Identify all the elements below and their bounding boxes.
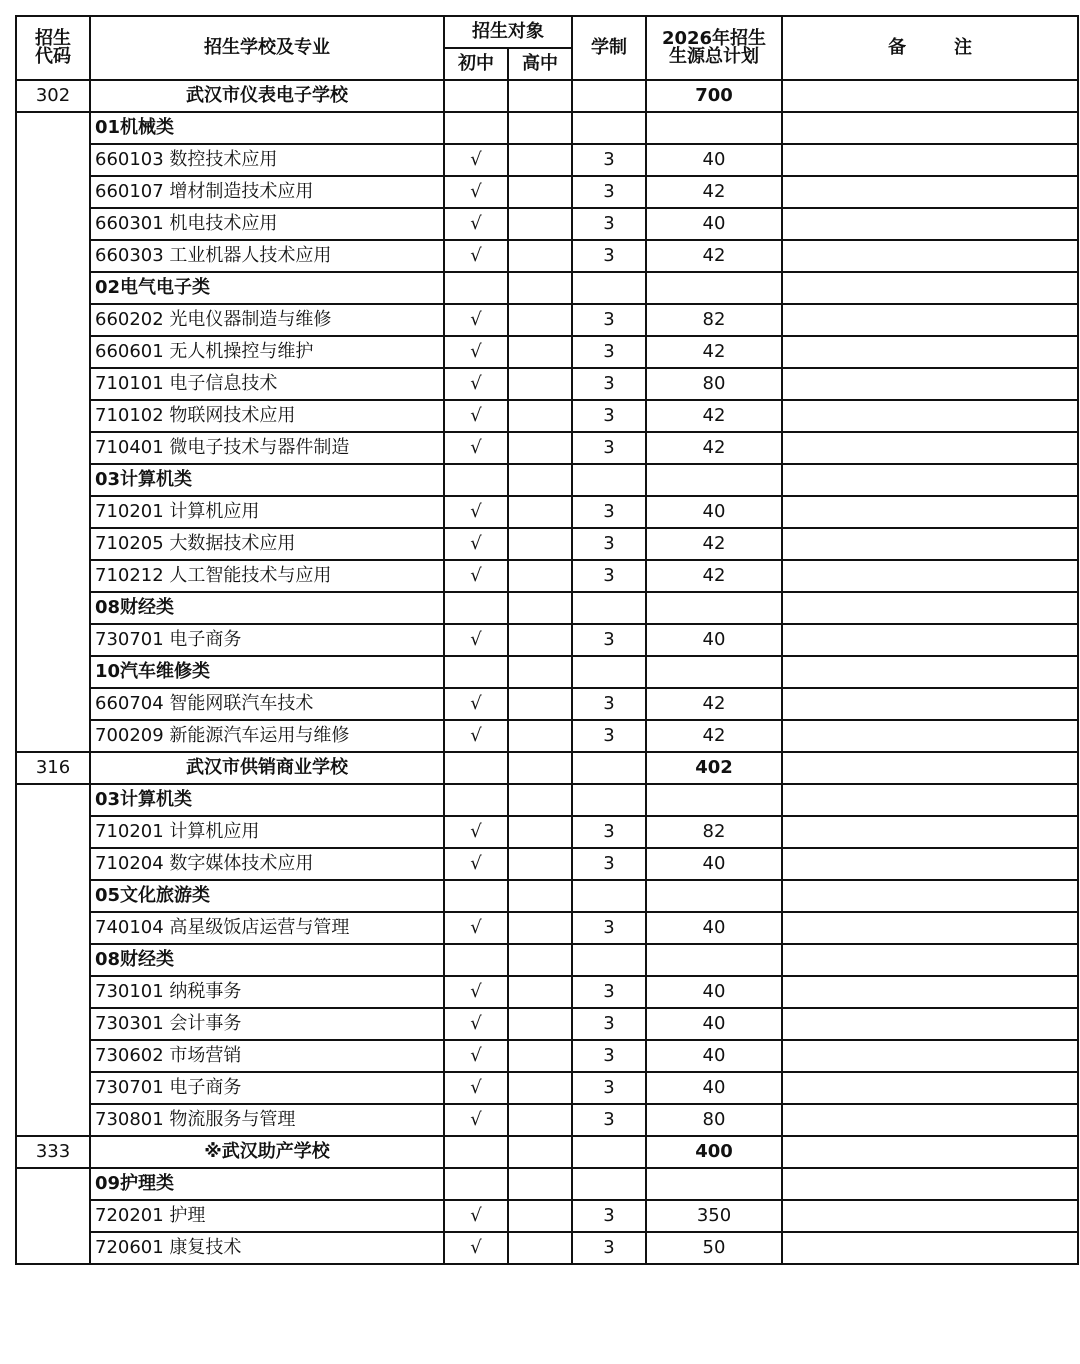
header-plan-line2: 生源总计划: [669, 46, 759, 67]
remark-cell: [782, 688, 1078, 720]
plan-value: 42: [646, 688, 782, 720]
category-row: [16, 944, 1078, 976]
senior-check: [508, 528, 572, 560]
remark-cell: [782, 976, 1078, 1008]
major-label: 660704 智能网联汽车技术: [90, 688, 444, 720]
duration-value: 3: [572, 336, 646, 368]
empty-cell: [444, 752, 508, 784]
remark-cell: [782, 624, 1078, 656]
plan-value: 42: [646, 560, 782, 592]
category-name: 08财经类: [90, 592, 444, 624]
junior-check: √: [444, 144, 508, 176]
duration-value: 3: [572, 1104, 646, 1136]
school-row: [16, 80, 1078, 112]
category-row: [16, 880, 1078, 912]
remark-cell: [782, 1232, 1078, 1264]
junior-check: √: [444, 1232, 508, 1264]
remark-cell: [782, 144, 1078, 176]
plan-value: 40: [646, 1072, 782, 1104]
major-row: [16, 528, 1078, 560]
plan-value: 40: [646, 1008, 782, 1040]
empty-cell: [444, 656, 508, 688]
empty-cell: [508, 1168, 572, 1200]
duration-value: 3: [572, 720, 646, 752]
junior-check: √: [444, 496, 508, 528]
remark-cell: [782, 1104, 1078, 1136]
empty-cell: [646, 880, 782, 912]
header-code: [16, 16, 90, 80]
plan-value: 42: [646, 336, 782, 368]
remark-cell: [782, 912, 1078, 944]
empty-cell: [572, 112, 646, 144]
major-label: 710201 计算机应用: [90, 816, 444, 848]
major-label: 710102 物联网技术应用: [90, 400, 444, 432]
empty-cell: [444, 1136, 508, 1168]
empty-cell: [646, 1168, 782, 1200]
remark-cell: [782, 112, 1078, 144]
remark-cell: [782, 528, 1078, 560]
duration-value: 3: [572, 1200, 646, 1232]
senior-check: [508, 1200, 572, 1232]
senior-check: [508, 336, 572, 368]
remark-cell: [782, 592, 1078, 624]
school-name: 武汉市供销商业学校: [90, 752, 444, 784]
category-name: 03计算机类: [90, 464, 444, 496]
major-label: 730602 市场营销: [90, 1040, 444, 1072]
senior-check: [508, 240, 572, 272]
plan-value: 42: [646, 240, 782, 272]
code-spacer-cell: [16, 112, 90, 752]
major-label: 710204 数字媒体技术应用: [90, 848, 444, 880]
empty-cell: [508, 1136, 572, 1168]
remark-cell: [782, 432, 1078, 464]
remark-cell: [782, 752, 1078, 784]
major-row: [16, 176, 1078, 208]
category-name: 09护理类: [90, 1168, 444, 1200]
empty-cell: [646, 592, 782, 624]
remark-cell: [782, 848, 1078, 880]
plan-value: 40: [646, 496, 782, 528]
senior-check: [508, 912, 572, 944]
major-row: [16, 400, 1078, 432]
empty-cell: [646, 944, 782, 976]
remark-cell: [782, 496, 1078, 528]
empty-cell: [572, 272, 646, 304]
major-label: 660202 光电仪器制造与维修: [90, 304, 444, 336]
empty-cell: [572, 752, 646, 784]
remark-cell: [782, 784, 1078, 816]
junior-check: √: [444, 528, 508, 560]
school-total: 402: [646, 752, 782, 784]
school-row: [16, 752, 1078, 784]
header-code-line2: 代码: [35, 46, 71, 67]
header-target: 招生对象: [444, 16, 572, 48]
major-row: [16, 144, 1078, 176]
code-spacer-cell: [16, 784, 90, 1136]
remark-cell: [782, 176, 1078, 208]
empty-cell: [646, 112, 782, 144]
junior-check: √: [444, 1104, 508, 1136]
major-label: 710212 人工智能技术与应用: [90, 560, 444, 592]
empty-cell: [508, 656, 572, 688]
empty-cell: [508, 592, 572, 624]
senior-check: [508, 1008, 572, 1040]
major-label: 660303 工业机器人技术应用: [90, 240, 444, 272]
senior-check: [508, 368, 572, 400]
header-school-major: 招生学校及专业: [90, 16, 444, 80]
remark-cell: [782, 400, 1078, 432]
senior-check: [508, 144, 572, 176]
empty-cell: [444, 112, 508, 144]
empty-cell: [572, 1168, 646, 1200]
duration-value: 3: [572, 304, 646, 336]
category-name: 02电气电子类: [90, 272, 444, 304]
empty-cell: [508, 752, 572, 784]
header-plan: [646, 16, 782, 80]
junior-check: √: [444, 1200, 508, 1232]
category-name: 08财经类: [90, 944, 444, 976]
major-label: 710101 电子信息技术: [90, 368, 444, 400]
remark-cell: [782, 272, 1078, 304]
major-row: [16, 1200, 1078, 1232]
plan-value: 82: [646, 304, 782, 336]
major-row: [16, 1104, 1078, 1136]
duration-value: 3: [572, 208, 646, 240]
category-row: [16, 784, 1078, 816]
major-label: 730701 电子商务: [90, 624, 444, 656]
header-remarks: [782, 16, 1078, 80]
major-row: [16, 1232, 1078, 1264]
duration-value: 3: [572, 368, 646, 400]
major-row: [16, 848, 1078, 880]
major-row: [16, 1072, 1078, 1104]
duration-value: 3: [572, 688, 646, 720]
duration-value: 3: [572, 432, 646, 464]
senior-check: [508, 496, 572, 528]
empty-cell: [646, 272, 782, 304]
school-total: 700: [646, 80, 782, 112]
remark-cell: [782, 560, 1078, 592]
empty-cell: [444, 80, 508, 112]
school-code: 333: [16, 1136, 90, 1168]
remark-cell: [782, 1168, 1078, 1200]
major-row: [16, 720, 1078, 752]
senior-check: [508, 816, 572, 848]
empty-cell: [646, 464, 782, 496]
remark-cell: [782, 336, 1078, 368]
enrollment-plan-table: [15, 15, 1079, 1265]
senior-check: [508, 400, 572, 432]
senior-check: [508, 720, 572, 752]
junior-check: √: [444, 1072, 508, 1104]
empty-cell: [444, 784, 508, 816]
remark-cell: [782, 1136, 1078, 1168]
header-plan-line1: 2026年招生: [661, 28, 767, 49]
empty-cell: [508, 464, 572, 496]
empty-cell: [572, 784, 646, 816]
major-label: 730101 纳税事务: [90, 976, 444, 1008]
remark-cell: [782, 80, 1078, 112]
junior-check: √: [444, 1040, 508, 1072]
major-label: 730301 会计事务: [90, 1008, 444, 1040]
junior-check: √: [444, 208, 508, 240]
category-row: [16, 656, 1078, 688]
school-name: 武汉市仪表电子学校: [90, 80, 444, 112]
plan-value: 40: [646, 1040, 782, 1072]
plan-value: 42: [646, 528, 782, 560]
senior-check: [508, 208, 572, 240]
major-row: [16, 304, 1078, 336]
senior-check: [508, 688, 572, 720]
junior-check: √: [444, 912, 508, 944]
junior-check: √: [444, 624, 508, 656]
empty-cell: [444, 880, 508, 912]
major-row: [16, 816, 1078, 848]
senior-check: [508, 848, 572, 880]
junior-check: √: [444, 240, 508, 272]
junior-check: √: [444, 560, 508, 592]
duration-value: 3: [572, 1072, 646, 1104]
junior-check: √: [444, 848, 508, 880]
remark-cell: [782, 208, 1078, 240]
major-label: 710205 大数据技术应用: [90, 528, 444, 560]
major-label: 710401 微电子技术与器件制造: [90, 432, 444, 464]
plan-value: 42: [646, 432, 782, 464]
junior-check: √: [444, 336, 508, 368]
header-duration: 学制: [572, 16, 646, 80]
header-row-1: [16, 16, 1078, 48]
major-label: 720201 护理: [90, 1200, 444, 1232]
major-label: 700209 新能源汽车运用与维修: [90, 720, 444, 752]
major-label: 710201 计算机应用: [90, 496, 444, 528]
remark-cell: [782, 1040, 1078, 1072]
empty-cell: [444, 1168, 508, 1200]
major-row: [16, 976, 1078, 1008]
duration-value: 3: [572, 624, 646, 656]
school-total: 400: [646, 1136, 782, 1168]
major-row: [16, 1008, 1078, 1040]
major-label: 660301 机电技术应用: [90, 208, 444, 240]
duration-value: 3: [572, 144, 646, 176]
major-label: 660107 增材制造技术应用: [90, 176, 444, 208]
duration-value: 3: [572, 1232, 646, 1264]
duration-value: 3: [572, 976, 646, 1008]
category-name: 10汽车维修类: [90, 656, 444, 688]
plan-value: 82: [646, 816, 782, 848]
empty-cell: [572, 656, 646, 688]
major-row: [16, 688, 1078, 720]
header-senior: 高中: [508, 48, 572, 80]
category-row: [16, 272, 1078, 304]
empty-cell: [572, 1136, 646, 1168]
school-name: ※武汉助产学校: [90, 1136, 444, 1168]
empty-cell: [508, 80, 572, 112]
empty-cell: [508, 944, 572, 976]
remark-cell: [782, 816, 1078, 848]
major-label: 730801 物流服务与管理: [90, 1104, 444, 1136]
empty-cell: [508, 880, 572, 912]
empty-cell: [444, 464, 508, 496]
senior-check: [508, 1104, 572, 1136]
junior-check: √: [444, 816, 508, 848]
remark-cell: [782, 1008, 1078, 1040]
category-name: 05文化旅游类: [90, 880, 444, 912]
plan-value: 40: [646, 848, 782, 880]
remark-cell: [782, 944, 1078, 976]
empty-cell: [646, 656, 782, 688]
major-label: 660103 数控技术应用: [90, 144, 444, 176]
junior-check: √: [444, 976, 508, 1008]
senior-check: [508, 624, 572, 656]
senior-check: [508, 976, 572, 1008]
major-label: 660601 无人机操控与维护: [90, 336, 444, 368]
remark-cell: [782, 656, 1078, 688]
major-row: [16, 208, 1078, 240]
category-row: [16, 112, 1078, 144]
header-junior: 初中: [444, 48, 508, 80]
plan-value: 40: [646, 144, 782, 176]
duration-value: 3: [572, 816, 646, 848]
duration-value: 3: [572, 496, 646, 528]
school-code: 316: [16, 752, 90, 784]
plan-value: 42: [646, 720, 782, 752]
major-row: [16, 1040, 1078, 1072]
plan-value: 40: [646, 976, 782, 1008]
major-row: [16, 624, 1078, 656]
major-row: [16, 336, 1078, 368]
plan-value: 350: [646, 1200, 782, 1232]
duration-value: 3: [572, 560, 646, 592]
duration-value: 3: [572, 912, 646, 944]
remark-cell: [782, 304, 1078, 336]
major-row: [16, 368, 1078, 400]
remark-cell: [782, 1200, 1078, 1232]
senior-check: [508, 560, 572, 592]
major-label: 740104 高星级饭店运营与管理: [90, 912, 444, 944]
junior-check: √: [444, 720, 508, 752]
senior-check: [508, 432, 572, 464]
plan-value: 42: [646, 400, 782, 432]
empty-cell: [444, 272, 508, 304]
major-row: [16, 432, 1078, 464]
junior-check: √: [444, 1008, 508, 1040]
major-row: [16, 240, 1078, 272]
empty-cell: [508, 272, 572, 304]
remark-cell: [782, 464, 1078, 496]
senior-check: [508, 1040, 572, 1072]
empty-cell: [444, 592, 508, 624]
plan-value: 50: [646, 1232, 782, 1264]
plan-value: 40: [646, 208, 782, 240]
remark-cell: [782, 1072, 1078, 1104]
junior-check: √: [444, 304, 508, 336]
empty-cell: [444, 944, 508, 976]
remark-cell: [782, 240, 1078, 272]
empty-cell: [572, 464, 646, 496]
category-name: 03计算机类: [90, 784, 444, 816]
header-remarks-text: 备注: [888, 37, 1020, 58]
major-row: [16, 496, 1078, 528]
plan-value: 80: [646, 1104, 782, 1136]
empty-cell: [508, 112, 572, 144]
duration-value: 3: [572, 1040, 646, 1072]
header-code-line1: 招生: [35, 28, 71, 49]
duration-value: 3: [572, 176, 646, 208]
empty-cell: [646, 784, 782, 816]
junior-check: √: [444, 688, 508, 720]
plan-value: 80: [646, 368, 782, 400]
senior-check: [508, 1072, 572, 1104]
junior-check: √: [444, 432, 508, 464]
plan-value: 40: [646, 912, 782, 944]
category-row: [16, 592, 1078, 624]
empty-cell: [572, 944, 646, 976]
category-name: 01机械类: [90, 112, 444, 144]
senior-check: [508, 1232, 572, 1264]
remark-cell: [782, 880, 1078, 912]
major-row: [16, 560, 1078, 592]
empty-cell: [572, 592, 646, 624]
junior-check: √: [444, 400, 508, 432]
duration-value: 3: [572, 240, 646, 272]
code-spacer-cell: [16, 1168, 90, 1264]
empty-cell: [508, 784, 572, 816]
major-label: 730701 电子商务: [90, 1072, 444, 1104]
category-row: [16, 464, 1078, 496]
empty-cell: [572, 80, 646, 112]
major-row: [16, 912, 1078, 944]
school-row: [16, 1136, 1078, 1168]
remark-cell: [782, 720, 1078, 752]
duration-value: 3: [572, 848, 646, 880]
school-code: 302: [16, 80, 90, 112]
plan-value: 40: [646, 624, 782, 656]
duration-value: 3: [572, 528, 646, 560]
senior-check: [508, 176, 572, 208]
duration-value: 3: [572, 1008, 646, 1040]
remark-cell: [782, 368, 1078, 400]
plan-value: 42: [646, 176, 782, 208]
major-label: 720601 康复技术: [90, 1232, 444, 1264]
duration-value: 3: [572, 400, 646, 432]
junior-check: √: [444, 176, 508, 208]
category-row: [16, 1168, 1078, 1200]
empty-cell: [572, 880, 646, 912]
senior-check: [508, 304, 572, 336]
junior-check: √: [444, 368, 508, 400]
